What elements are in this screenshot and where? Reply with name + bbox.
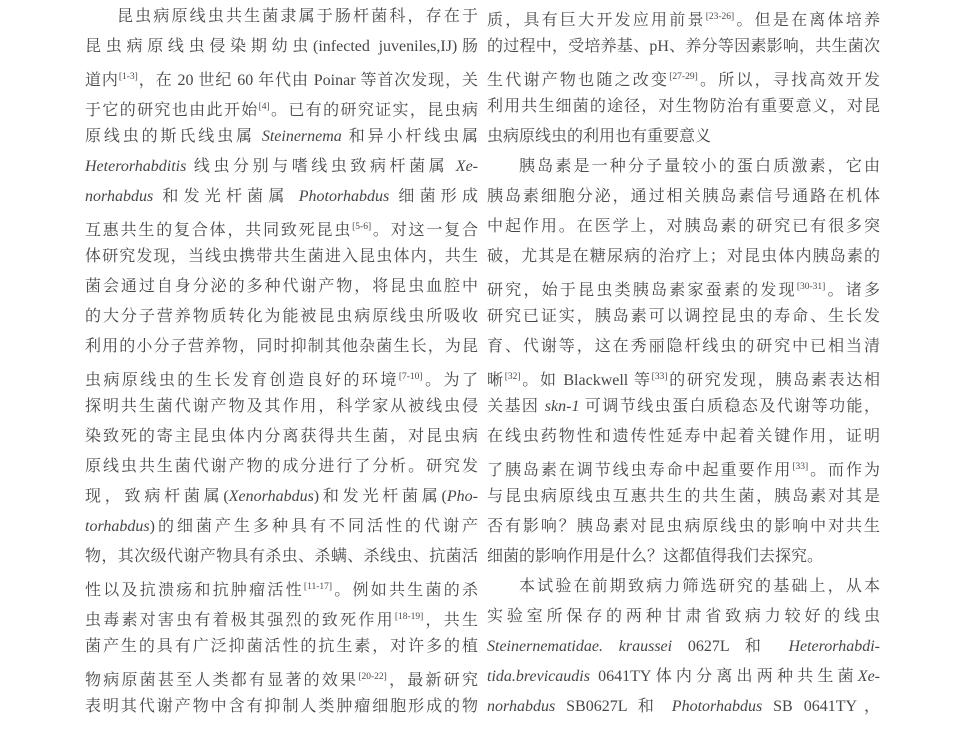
text-line <box>487 662 880 692</box>
text-run: 线虫分别与嗜线虫致病杆菌属 <box>186 158 456 175</box>
text-line <box>85 602 478 632</box>
text-line <box>487 602 880 632</box>
text-line <box>85 542 478 572</box>
text-line <box>85 272 478 302</box>
text-line <box>85 572 478 602</box>
text-line <box>487 182 880 212</box>
text-run: 。对这一复合 <box>371 222 478 239</box>
text-run: 性以及抗溃疡和抗肿瘤活性 <box>85 582 304 599</box>
text-run: 虫病原线虫的生长发育创造良好的环境 <box>85 372 399 389</box>
citation-superscript: [33] <box>792 462 809 472</box>
species-name-italic: Xe- <box>455 158 478 175</box>
text-line <box>487 512 880 542</box>
text-run: )的细菌产生多种具有不同活性的代谢产 <box>149 518 478 535</box>
citation-superscript: [18-19] <box>394 612 424 622</box>
text-line <box>85 212 478 242</box>
text-line <box>487 392 880 422</box>
text-line <box>85 32 478 62</box>
species-name-italic: norhabdus <box>85 188 154 205</box>
text-run: 在线虫药物性和遗传性延寿中起着关键作用，证明 <box>487 428 880 445</box>
text-run: 和发光杆菌属 <box>153 188 299 205</box>
text-line <box>487 2 880 32</box>
text-line <box>487 32 880 62</box>
text-line <box>487 242 880 272</box>
species-name-italic: tida.brevicaudis <box>487 668 590 685</box>
text-run: 虫毒素对害虫有着极其强烈的致死作用 <box>85 612 395 629</box>
text-line <box>85 662 478 692</box>
text-run: 研究，始于昆虫类胰岛素家蚕素的发现 <box>487 282 797 299</box>
text-run: 现，致病杆菌属( <box>85 488 229 505</box>
species-name-italic: Steinernematidae. kraussei <box>487 638 673 655</box>
text-run: SB0627L 和 <box>555 698 672 715</box>
text-run: 昆虫病原线虫共生菌隶属于肠杆菌科，存在于 <box>117 8 478 25</box>
text-run: 0641TY体内分离出两种共生菌 <box>589 668 858 685</box>
text-line <box>85 302 478 332</box>
text-line <box>85 482 478 512</box>
citation-superscript: [20-22] <box>358 672 387 682</box>
text-line <box>85 452 478 482</box>
text-run: 。例如共生菌的杀 <box>332 582 478 599</box>
text-run: 细菌的影响作用是什么？这都值得我们去探究。 <box>487 548 824 565</box>
right-column <box>487 2 880 722</box>
text-line <box>85 362 478 392</box>
text-run: 于它的研究也由此开始 <box>85 102 259 119</box>
species-name-italic: Photorhabdus <box>671 698 763 715</box>
species-name-italic: Heterorhabditis <box>85 158 187 175</box>
text-line <box>487 92 880 122</box>
species-name-italic: torhabdus <box>85 518 150 535</box>
text-run: 菌产生的具有广泛抑菌活性的抗生素，对许多的植 <box>85 638 478 655</box>
species-name-italic: Photorhabdus <box>298 188 390 205</box>
citation-superscript: [23-26] <box>705 12 735 22</box>
text-line <box>85 182 478 212</box>
text-run: 虫病原线虫的利用也有重要意义 <box>487 128 712 145</box>
species-name-italic: Xenorhabdus <box>228 488 314 505</box>
citation-superscript: [4] <box>258 102 270 112</box>
text-line <box>85 392 478 422</box>
text-run: 原线虫的斯氏线虫属 <box>85 128 262 145</box>
text-run: 探明共生菌代谢产物及其作用，科学家从被线虫侵 <box>85 398 478 415</box>
text-run: 互惠共生的复合体，共同致死昆虫 <box>85 222 353 239</box>
text-run: 和异小杆线虫属 <box>341 128 478 145</box>
text-run: )和发光杆菌属( <box>313 488 447 505</box>
text-run: 与昆虫病原线虫互惠共生的共生菌，胰岛素对其是 <box>487 488 880 505</box>
text-run: 。如 Blackwell 等 <box>520 372 652 389</box>
text-run: 体研究发现，当线虫携带共生菌进入昆虫体内，共生 <box>85 248 478 265</box>
citation-superscript: [1-3] <box>118 72 138 82</box>
citation-superscript: [7-10] <box>398 372 423 382</box>
text-run: 利用共生细菌的途径，对生物防治有重要意义，对昆 <box>487 98 880 115</box>
species-name-italic: norhabdus <box>487 698 556 715</box>
text-line <box>487 122 880 152</box>
text-run: 否有影响？胰岛素对昆虫病原线虫的影响中对共生 <box>487 518 880 535</box>
species-name-italic: Heterorhabdi- <box>788 638 880 655</box>
text-run: 本试验在前期致病力筛选研究的基础上，从本 <box>519 578 880 595</box>
text-line <box>85 122 478 152</box>
text-line <box>487 152 880 182</box>
text-line <box>487 542 880 572</box>
citation-superscript: [11-17] <box>303 582 333 592</box>
text-run: 育、代谢等，这在秀丽隐杆线虫的研究中已相当清 <box>487 338 880 355</box>
text-run: ，共生 <box>423 612 478 629</box>
text-run: 质，具有巨大开发应用前景 <box>487 12 706 29</box>
text-line <box>487 692 880 722</box>
citation-superscript: [33] <box>651 372 668 382</box>
text-line <box>487 482 880 512</box>
text-run: ，最新研究 <box>386 672 478 689</box>
text-run: 。已有的研究证实，昆虫病 <box>269 102 478 119</box>
text-run: 表明其代谢产物中含有抑制人类肿瘤细胞形成的物 <box>85 698 478 715</box>
citation-superscript: [30-31] <box>796 282 826 292</box>
species-name-italic: Steinernema <box>261 128 342 145</box>
text-run: 。所以，寻找高效开发 <box>697 72 880 89</box>
text-run: 染致死的寄主昆虫体内分离获得共生菌，对昆虫病 <box>85 428 478 445</box>
text-run: 。诸多 <box>825 282 880 299</box>
text-run: 胰岛素细胞分泌，通过相关胰岛素信号通路在机体 <box>487 188 880 205</box>
text-line <box>487 572 880 602</box>
text-run: 。而作为 <box>808 462 880 479</box>
text-line <box>487 452 880 482</box>
text-run: 利用的小分子营养物，同时抑制其他杂菌生长，为昆 <box>85 338 478 355</box>
species-name-italic: Xe- <box>857 668 880 685</box>
text-line <box>85 242 478 272</box>
text-run: 胰岛素是一种分子量较小的蛋白质激素，它由 <box>519 158 880 175</box>
text-run: 破，尤其是在糖尿病的治疗上；对昆虫体内胰岛素的 <box>487 248 880 265</box>
text-run: 。但是在离体培养 <box>734 12 880 29</box>
text-run: 物病原菌甚至人类都有显著的效果 <box>85 672 359 689</box>
text-line <box>487 212 880 242</box>
citation-superscript: [5-6] <box>352 222 372 232</box>
text-run: 实验室所保存的两种甘肃省致病力较好的线虫 <box>487 608 880 625</box>
text-run: 0627L 和 <box>672 638 789 655</box>
text-line <box>487 272 880 302</box>
text-line <box>85 632 478 662</box>
text-line <box>487 302 880 332</box>
text-line <box>487 332 880 362</box>
text-line <box>85 92 478 122</box>
text-line <box>85 62 478 92</box>
text-run: 道内 <box>85 72 119 89</box>
text-line <box>85 2 478 32</box>
text-run: 关基因 <box>487 398 545 415</box>
species-name-italic: skn-1 <box>544 398 580 415</box>
text-run: 了胰岛素在调节线虫寿命中起重要作用 <box>487 462 793 479</box>
citation-superscript: [32] <box>504 372 521 382</box>
species-name-italic: Pho- <box>446 488 478 505</box>
text-line <box>85 692 478 722</box>
citation-superscript: [27-29] <box>669 72 698 82</box>
text-run: 的过程中，受培养基、pH、养分等因素影响，共生菌次 <box>487 38 880 55</box>
text-line <box>487 422 880 452</box>
text-run: 生代谢产物也随之改变 <box>487 72 670 89</box>
text-run: 物，其次级代谢产物具有杀虫、杀螨、杀线虫、抗菌活 <box>85 548 478 565</box>
left-column <box>85 2 478 722</box>
text-line <box>487 632 880 662</box>
text-line <box>85 332 478 362</box>
text-run: 的大分子营养物质转化为能被昆虫病原线虫所吸收 <box>85 308 478 325</box>
text-run: 的研究发现，胰岛素表达相 <box>667 372 880 389</box>
text-line <box>85 422 478 452</box>
text-run: 中起作用。在医学上，对胰岛素的研究已有很多突 <box>487 218 880 235</box>
text-line <box>487 62 880 92</box>
text-run: 研究已证实，胰岛素可以调控昆虫的寿命、生长发 <box>487 308 880 325</box>
text-run: 原线虫共生菌代谢产物的成分进行了分析。研究发 <box>85 458 478 475</box>
text-run: 可调节线虫蛋白质稳态及代谢等功能， <box>579 398 880 415</box>
text-run: ，在 20 世纪 60 年代由 Poinar 等首次发现，关 <box>137 72 478 89</box>
text-run: 昆虫病原线虫侵染期幼虫(infected juveniles,IJ)肠 <box>85 38 478 55</box>
text-line <box>85 152 478 182</box>
text-run: 菌会通过自身分泌的多种代谢产物，将昆虫血腔中 <box>85 278 478 295</box>
text-line <box>487 362 880 392</box>
text-run: 。为了 <box>422 372 478 389</box>
text-run: 晰 <box>487 372 505 389</box>
text-line <box>85 512 478 542</box>
text-run: SB 0641TY， <box>762 698 880 715</box>
text-run: 细菌形成 <box>389 188 478 205</box>
